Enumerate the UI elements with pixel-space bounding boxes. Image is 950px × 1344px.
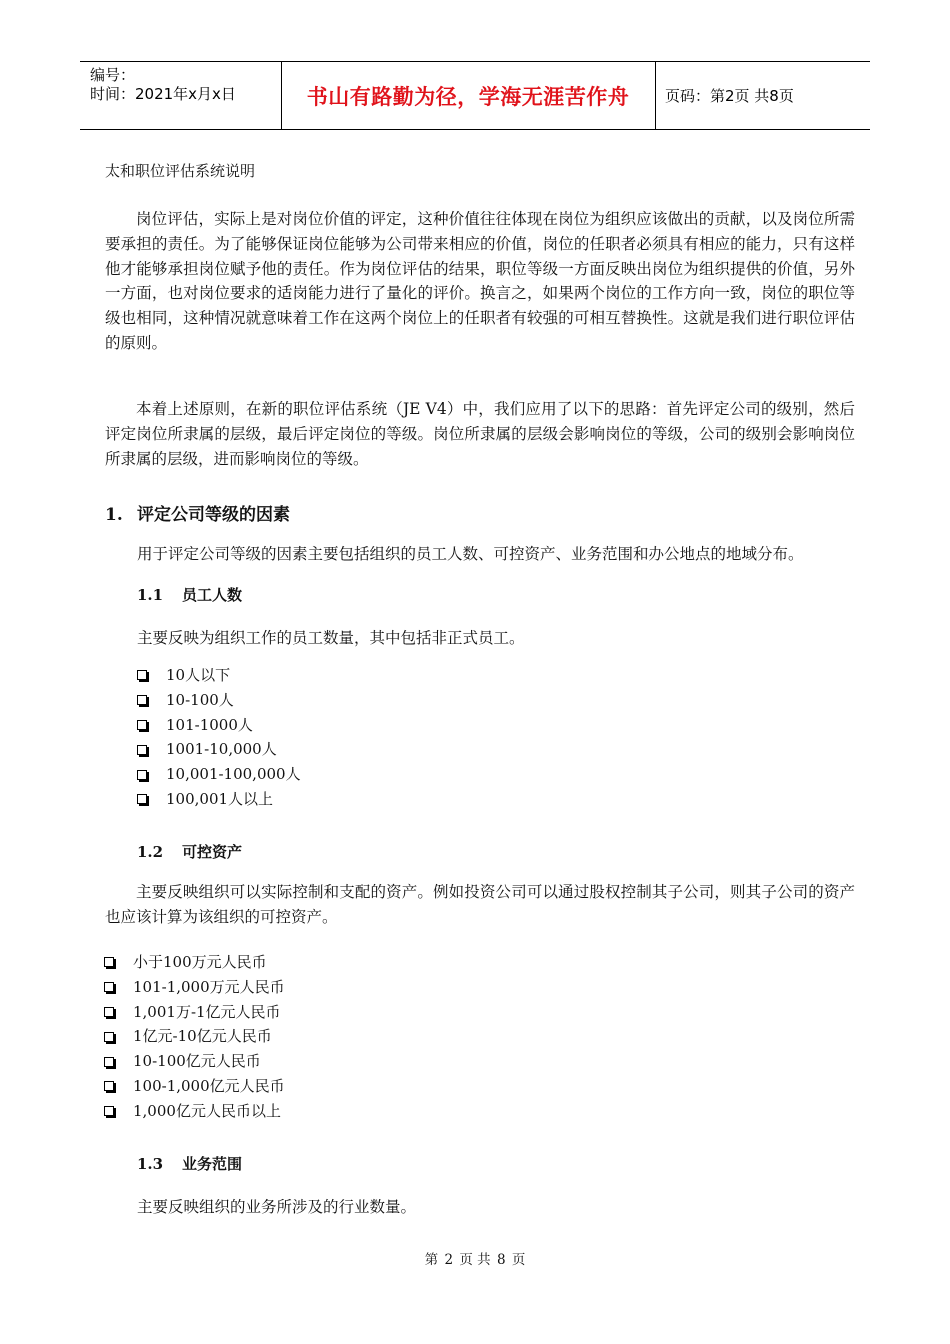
list-item [137, 688, 301, 713]
document-title: 太和职位评估系统说明 [105, 162, 256, 180]
list-item [104, 1049, 285, 1074]
subsection-title: 员工人数 [182, 586, 243, 604]
header-time-label: 时间：2021年x月x日 [90, 85, 236, 103]
option-label: 10人以下 [166, 666, 231, 684]
footer-suffix: 页 [511, 1252, 526, 1268]
checkbox-icon[interactable] [137, 794, 147, 804]
footer-page-number: 2 [444, 1252, 454, 1268]
option-label: 1,000亿元人民币以上 [133, 1101, 281, 1120]
option-label: 101-1000人 [166, 715, 253, 734]
list-item [104, 950, 285, 975]
section-title: 评定公司等级的因素 [137, 505, 290, 525]
checkbox-icon[interactable] [104, 1007, 114, 1017]
list-item [104, 1099, 285, 1124]
checkbox-icon[interactable] [104, 982, 114, 992]
controllable-assets-options [104, 950, 285, 1124]
header-motto: 书山有路勤为径，学海无涯苦作舟 [306, 84, 630, 109]
checkbox-icon[interactable] [104, 1081, 114, 1091]
option-label: 100-1,000亿元人民币 [133, 1076, 285, 1095]
section-intro: 用于评定公司等级的因素主要包括组织的员工人数、可控资产、业务范围和办公地点的地域分布。 [137, 545, 804, 563]
list-item [104, 975, 285, 1000]
subsection-number: 1.1 [137, 586, 164, 604]
option-label: 101-1,000万元人民币 [133, 977, 285, 996]
checkbox-icon[interactable] [104, 1057, 114, 1067]
option-label: 小于100万元人民币 [133, 953, 267, 971]
header-divider [655, 61, 656, 130]
intro-paragraph: 岗位评估，实际上是对岗位价值的评定，这种价值往往体现在岗位为组织应该做出的贡献，以及岗位所需要承担的责任。为了能够保证岗位能够为公司带来相应的价值，岗位的任职者必须具有相应的能力，只有这样他才能够承担岗位赋予他的责任。作为岗位评估的结果，职位等级一方面反映出岗位为组织提供的价值，另外一方面，也对岗位要求的适岗能力进行了量化的评价。换言之，如果两个岗位的工作方向一致，岗位的职位等级也相同，这种情况就意味着工作在这两个岗位上的任职者有较强的可相互替换性。这就是我们进行职位评估的原则。 [105, 210, 855, 352]
option-label: 10-100人 [166, 690, 234, 709]
list-item [137, 787, 301, 812]
list-item [104, 1074, 285, 1099]
header-number-label: 编号： [90, 66, 136, 84]
checkbox-icon[interactable] [137, 720, 147, 730]
list-item [104, 1024, 285, 1049]
page-footer [0, 1248, 950, 1268]
checkbox-icon[interactable] [137, 770, 147, 780]
intro-paragraph: 本着上述原则，在新的职位评估系统（JE V4）中，我们应用了以下的思路：首先评定公司的级别，然后评定岗位所隶属的层级，最后评定岗位的等级。岗位所隶属的层级会影响岗位的等级，公司的级别会影响岗位所隶属的层级，进而影响岗位的等级。 [105, 400, 855, 468]
employee-count-options [137, 663, 301, 812]
section-number: 1. [105, 505, 123, 525]
subsection-description: 主要反映组织的业务所涉及的行业数量。 [137, 1198, 417, 1216]
header-page-label: 页码：第2页 共8页 [665, 87, 794, 105]
checkbox-icon[interactable] [137, 745, 147, 755]
checkbox-icon[interactable] [137, 695, 147, 705]
list-item [137, 713, 301, 738]
option-label: 10-100亿元人民币 [133, 1052, 261, 1071]
subsection-title: 可控资产 [182, 843, 243, 861]
subsection-heading [137, 1153, 242, 1174]
option-label: 100,001人以上 [166, 789, 274, 808]
subsection-number: 1.3 [137, 1155, 164, 1173]
option-label: 1,001万-1亿元人民币 [133, 1002, 281, 1021]
subsection-title: 业务范围 [182, 1155, 243, 1173]
section-heading [105, 500, 290, 525]
checkbox-icon[interactable] [104, 957, 114, 967]
header-meta [90, 66, 236, 104]
list-item [137, 737, 301, 762]
subsection-heading [137, 841, 242, 862]
subsection-number: 1.2 [137, 843, 164, 861]
option-label: 1001-10,000人 [166, 740, 277, 759]
footer-prefix: 第 [424, 1252, 439, 1268]
list-item [137, 762, 301, 787]
subsection-description: 主要反映为组织工作的员工数量，其中包括非正式员工。 [137, 629, 525, 647]
footer-mid: 页 共 [459, 1252, 491, 1268]
subsection-description: 主要反映组织可以实际控制和支配的资产。例如投资公司可以通过股权控制其子公司，则其子公司的资产也应该计算为该组织的可控资产。 [105, 883, 855, 926]
option-label: 10,001-100,000人 [166, 765, 301, 784]
footer-total-pages: 8 [496, 1252, 506, 1268]
subsection-heading [137, 584, 242, 605]
checkbox-icon[interactable] [104, 1032, 114, 1042]
list-item [104, 1000, 285, 1025]
list-item [137, 663, 301, 688]
checkbox-icon[interactable] [104, 1106, 114, 1116]
checkbox-icon[interactable] [137, 670, 147, 680]
option-label: 1亿元-10亿元人民币 [133, 1027, 272, 1046]
